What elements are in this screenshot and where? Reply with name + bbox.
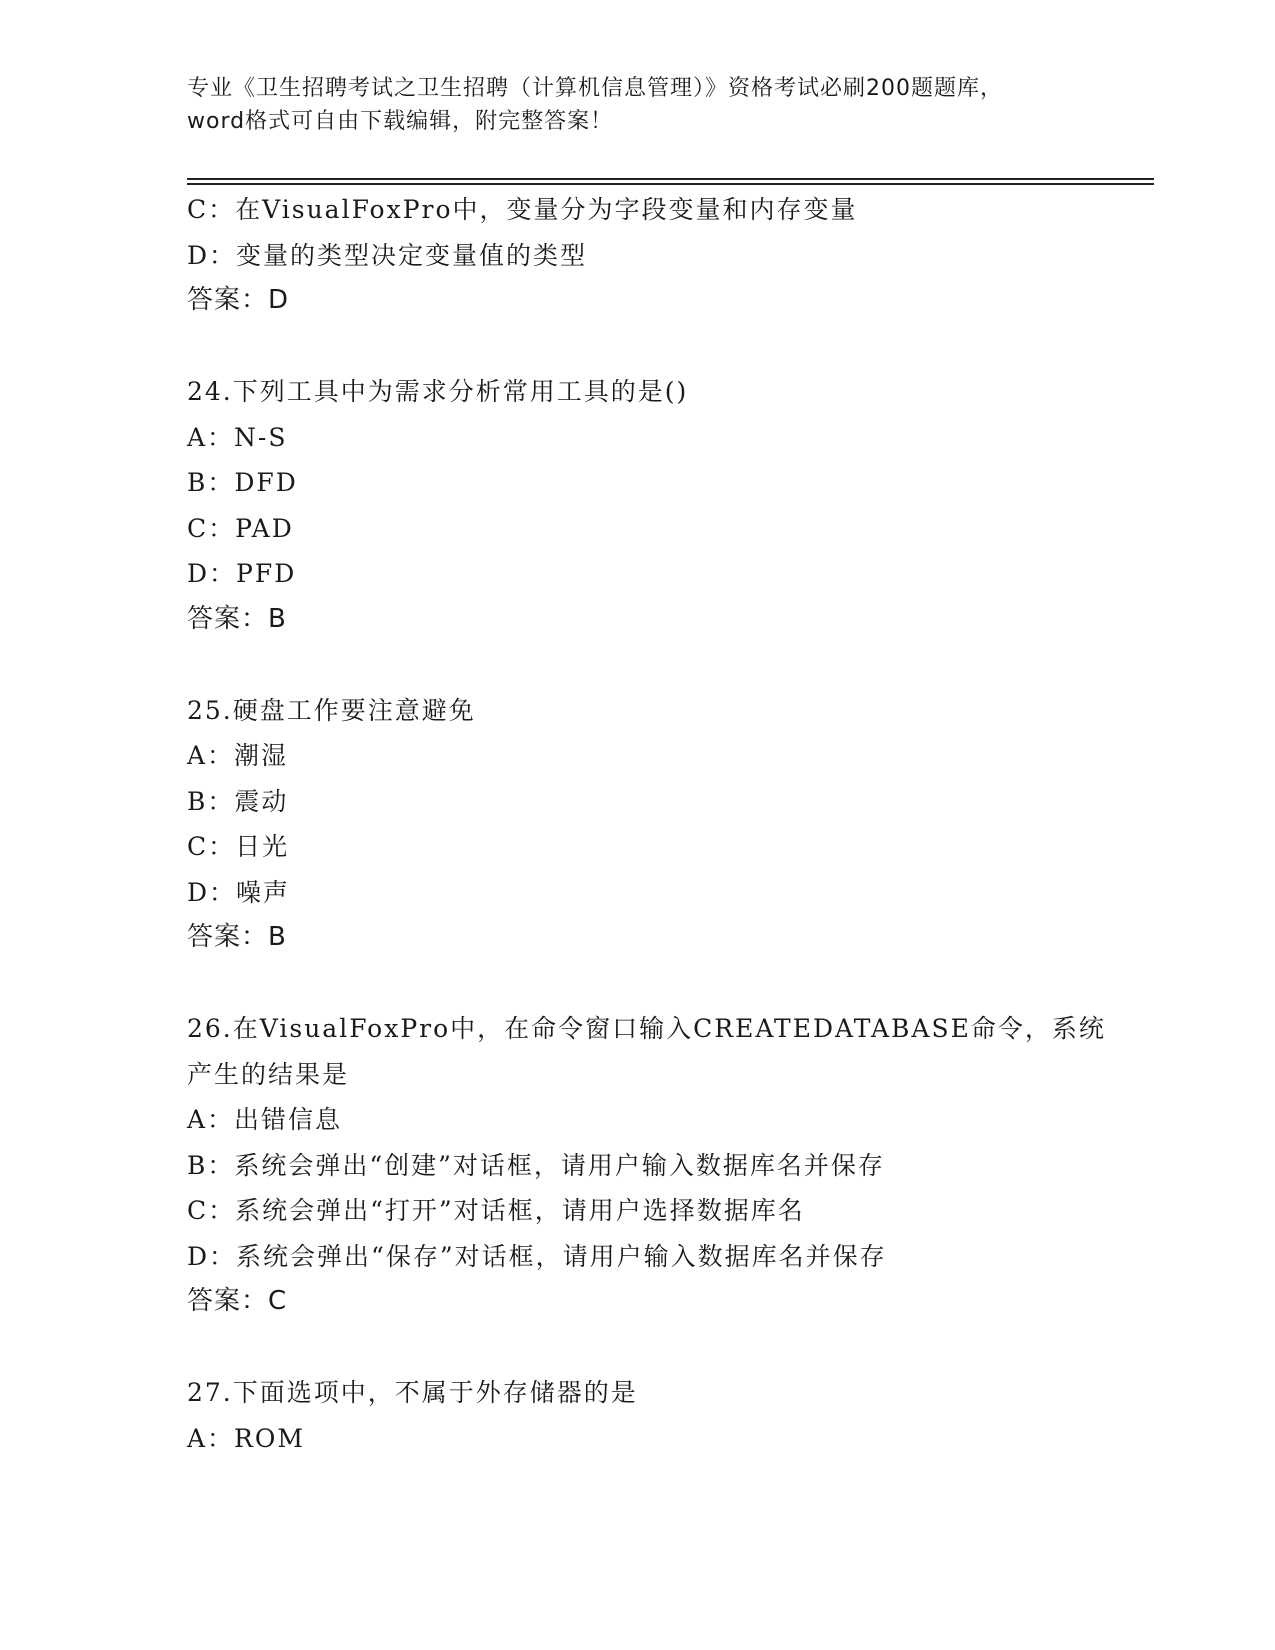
question-23-tail	[187, 187, 1087, 324]
option-a: A：出错信息	[187, 1105, 343, 1134]
option-b: B：DFD	[187, 468, 298, 497]
question-25	[187, 688, 1087, 961]
option-c: C：在VisualFoxPro中，变量分为字段变量和内存变量	[187, 195, 858, 224]
question-26	[187, 1006, 1106, 1325]
option-a: A：ROM	[187, 1423, 305, 1453]
question-27	[187, 1370, 1087, 1461]
option-d: D：系统会弹出“保存”对话框，请用户输入数据库名并保存	[187, 1241, 887, 1271]
option-b: B：系统会弹出“创建”对话框，请用户输入数据库名并保存	[187, 1150, 885, 1180]
answer-label: 答案：B	[187, 922, 287, 952]
option-d: D：噪声	[187, 877, 291, 907]
document-header	[187, 72, 1087, 138]
question-stem-line-2: 产生的结果是	[187, 1059, 350, 1089]
option-c: C：PAD	[187, 513, 294, 543]
header-divider-top	[187, 178, 1154, 180]
option-a: A：N-S	[187, 422, 288, 452]
question-stem: 27.下面选项中，不属于外存储器的是	[187, 1378, 638, 1407]
option-c: C：日光	[187, 832, 290, 861]
option-d: D：PFD	[187, 559, 297, 588]
option-b: B：震动	[187, 786, 289, 816]
option-d: D：变量的类型决定变量值的类型	[187, 240, 588, 270]
question-24	[187, 369, 1087, 642]
header-line-2: word格式可自由下载编辑，附完整答案！	[187, 109, 614, 134]
option-c: C：系统会弹出“打开”对话框，请用户选择数据库名	[187, 1196, 805, 1225]
answer-label: 答案：C	[187, 1286, 288, 1316]
answer-label: 答案：D	[187, 285, 290, 315]
question-list	[187, 187, 1106, 1461]
header-line-1: 专业《卫生招聘考试之卫生招聘（计算机信息管理）》资格考试必刷200题题库，	[187, 76, 1003, 101]
option-a: A：潮湿	[187, 741, 289, 770]
spacer	[187, 1325, 1087, 1371]
answer-label: 答案：B	[187, 603, 287, 634]
spacer	[187, 324, 1087, 370]
question-stem: 25.硬盘工作要注意避免	[187, 695, 476, 725]
question-stem-line-1: 26.在VisualFoxPro中，在命令窗口输入CREATEDATABASE命令，系统	[187, 1014, 1106, 1043]
spacer	[187, 961, 1087, 1007]
question-stem: 24.下列工具中为需求分析常用工具的是()	[187, 377, 689, 406]
spacer	[187, 642, 1087, 688]
header-divider-bottom	[187, 183, 1154, 185]
